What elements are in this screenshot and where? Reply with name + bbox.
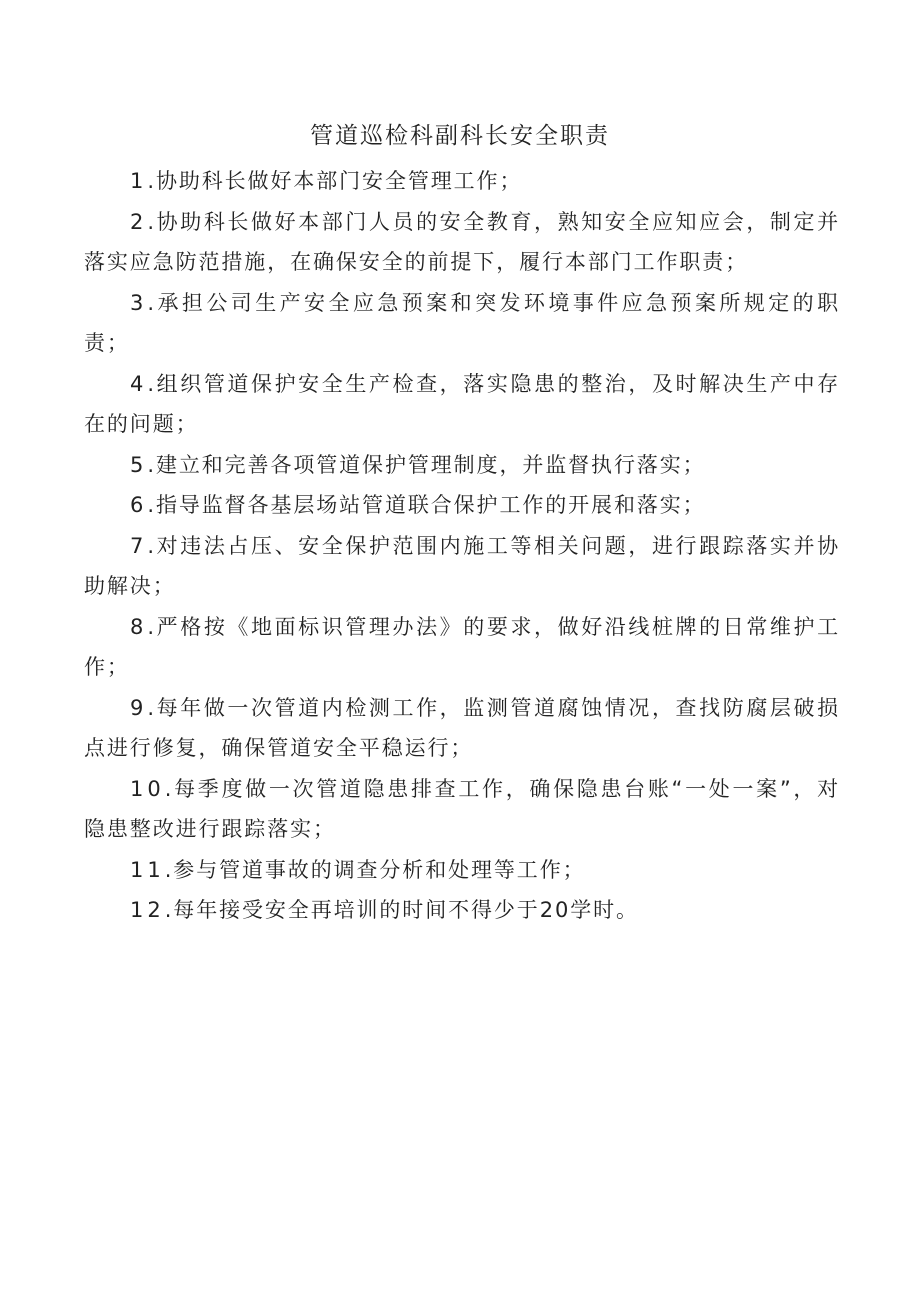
item-text: .协助科长做好本部门安全管理工作；: [147, 169, 523, 193]
item-text: .指导监督各基层场站管道联合保护工作的开展和落实；: [147, 493, 706, 517]
item-text: .每季度做一次管道隐患排查工作，确保隐患台账“一处一案”，对隐患整改进行跟踪落实；: [84, 776, 840, 841]
item-number: 2: [130, 209, 148, 234]
item-text: .对违法占压、安全保护范围内施工等相关问题，进行跟踪落实并协助解决；: [84, 533, 840, 598]
item-number: 12: [130, 898, 165, 922]
duty-item: [84, 769, 840, 850]
item-number: 8: [130, 614, 148, 639]
duty-list: [84, 161, 840, 931]
duty-item: [84, 445, 840, 486]
item-text: .建立和完善各项管道保护管理制度，并监督执行落实；: [147, 452, 706, 477]
item-text: .严格按《地面标识管理办法》的要求，做好沿线桩牌的日常维护工作；: [84, 614, 840, 679]
duty-item: [84, 607, 840, 688]
item-text: .参与管道事故的调查分析和处理等工作；: [164, 857, 586, 882]
duty-item: [84, 202, 840, 283]
item-number: 9: [130, 695, 148, 720]
duty-item: [84, 526, 840, 607]
item-text: .协助科长做好本部门人员的安全教育，熟知安全应知应会，制定并落实应急防范措施，在确保安全的前提下，履行本部门工作职责；: [84, 209, 840, 274]
item-number: 1: [130, 169, 148, 193]
item-text: .承担公司生产安全应急预案和突发环境事件应急预案所规定的职责；: [84, 290, 840, 355]
duty-item: [84, 850, 840, 891]
item-number: 6: [130, 493, 148, 517]
item-number: 5: [130, 452, 148, 477]
document-title: 管道巡检科副科长安全职责: [310, 123, 610, 149]
item-number: 10: [130, 776, 165, 801]
item-text: .组织管道保护安全生产检查，落实隐患的整治，及时解决生产中存在的问题；: [84, 371, 840, 436]
item-number: 4: [130, 371, 148, 396]
item-text: .每年接受安全再培训的时间不得少于20学时。: [164, 898, 639, 922]
duty-item: [84, 283, 840, 364]
duty-item: [84, 485, 840, 526]
duty-item: [84, 161, 840, 202]
duty-item: [84, 890, 840, 931]
duty-item: [84, 688, 840, 769]
item-number: 11: [130, 857, 165, 882]
duty-item: [84, 364, 840, 445]
item-number: 7: [130, 533, 148, 558]
item-text: .每年做一次管道内检测工作，监测管道腐蚀情况，查找防腐层破损点进行修复，确保管道安全平稳运行；: [84, 695, 840, 760]
item-number: 3: [130, 290, 148, 315]
